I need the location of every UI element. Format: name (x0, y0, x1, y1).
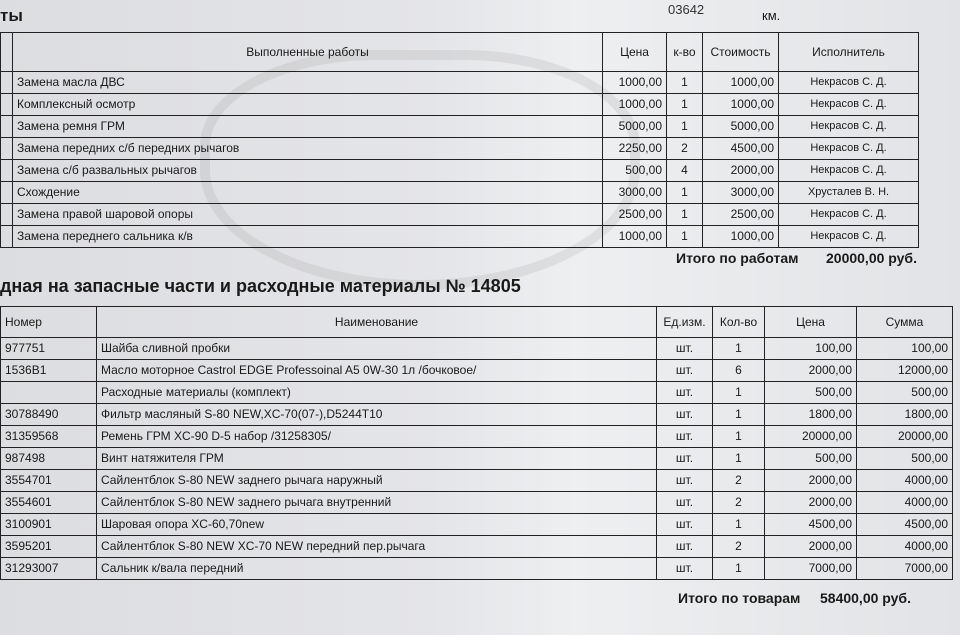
parts-row (1, 382, 953, 404)
parts-row (1, 448, 953, 470)
odometer-value: 03642 (668, 2, 705, 17)
part-qty: 1 (713, 426, 765, 448)
part-name: Сальник к/вала передний (97, 558, 657, 580)
work-cost: 3000,00 (703, 182, 779, 204)
work-price: 2500,00 (603, 204, 667, 226)
works-section-title: ты (0, 6, 23, 25)
part-price: 500,00 (765, 382, 857, 404)
works-total-label: Итого по работам (676, 250, 799, 266)
part-qty: 2 (713, 492, 765, 514)
works-index-col (1, 33, 13, 72)
part-name: Шайба сливной пробки (97, 338, 657, 360)
part-price: 1800,00 (765, 404, 857, 426)
works-col-price: Цена (603, 33, 667, 72)
works-row (1, 182, 919, 204)
part-name: Сайлентблок S-80 NEW заднего рычага наружный (97, 470, 657, 492)
part-unit: шт. (657, 470, 713, 492)
works-header-row (1, 33, 919, 72)
part-number: 31293007 (1, 558, 97, 580)
part-unit: шт. (657, 536, 713, 558)
part-unit: шт. (657, 448, 713, 470)
works-col-name: Выполненные работы (13, 33, 603, 72)
parts-row (1, 426, 953, 448)
part-number: 3554601 (1, 492, 97, 514)
part-sum: 12000,00 (857, 360, 953, 382)
part-name: Фильтр масляный S-80 NEW,XC-70(07-),D5244T10 (97, 404, 657, 426)
part-unit: шт. (657, 338, 713, 360)
work-price: 2250,00 (603, 138, 667, 160)
works-index-cell (1, 182, 13, 204)
part-price: 20000,00 (765, 426, 857, 448)
work-price: 1000,00 (603, 94, 667, 116)
parts-total-label: Итого по товарам (678, 590, 801, 606)
part-price: 100,00 (765, 338, 857, 360)
part-qty: 1 (713, 382, 765, 404)
work-cost: 2500,00 (703, 204, 779, 226)
part-unit: шт. (657, 360, 713, 382)
part-unit: шт. (657, 426, 713, 448)
part-sum: 4000,00 (857, 536, 953, 558)
part-name: Масло моторное Castrol EDGE Professoinal A5 0W-30 1л /бочковое/ (97, 360, 657, 382)
work-qty: 4 (667, 160, 703, 182)
work-qty: 1 (667, 72, 703, 94)
parts-col-number: Номер (1, 307, 97, 338)
part-number: 1536B1 (1, 360, 97, 382)
work-qty: 2 (667, 138, 703, 160)
part-name: Шаровая опора XC-60,70new (97, 514, 657, 536)
works-row (1, 116, 919, 138)
work-qty: 1 (667, 204, 703, 226)
odometer-unit: км. (762, 8, 781, 23)
parts-row (1, 360, 953, 382)
part-number (1, 382, 97, 404)
part-number: 3554701 (1, 470, 97, 492)
part-sum: 500,00 (857, 448, 953, 470)
parts-col-sum: Сумма (857, 307, 953, 338)
part-qty: 1 (713, 338, 765, 360)
part-number: 987498 (1, 448, 97, 470)
parts-title-text: дная на запасные части и расходные материалы № (0, 276, 466, 296)
work-worker: Некрасов С. Д. (779, 138, 919, 160)
part-name: Винт натяжителя ГРМ (97, 448, 657, 470)
part-sum: 4000,00 (857, 470, 953, 492)
parts-row (1, 338, 953, 360)
works-col-cost: Стоимость (703, 33, 779, 72)
work-worker: Хрусталев В. Н. (779, 182, 919, 204)
work-cost: 1000,00 (703, 94, 779, 116)
works-index-cell (1, 160, 13, 182)
parts-total-value: 58400,00 руб. (820, 590, 911, 606)
work-worker: Некрасов С. Д. (779, 116, 919, 138)
part-sum: 4500,00 (857, 514, 953, 536)
part-qty: 1 (713, 448, 765, 470)
work-name: Комплексный осмотр (13, 94, 603, 116)
part-qty: 1 (713, 514, 765, 536)
part-price: 2000,00 (765, 492, 857, 514)
parts-col-price: Цена (765, 307, 857, 338)
parts-row (1, 536, 953, 558)
part-unit: шт. (657, 514, 713, 536)
works-index-cell (1, 94, 13, 116)
works-col-worker: Исполнитель (779, 33, 919, 72)
work-cost: 1000,00 (703, 226, 779, 248)
part-qty: 6 (713, 360, 765, 382)
work-cost: 2000,00 (703, 160, 779, 182)
parts-row (1, 470, 953, 492)
works-row (1, 226, 919, 248)
work-qty: 1 (667, 182, 703, 204)
part-unit: шт. (657, 404, 713, 426)
part-unit: шт. (657, 558, 713, 580)
parts-table (0, 306, 953, 580)
part-qty: 2 (713, 536, 765, 558)
parts-invoice-number: 14805 (470, 276, 521, 296)
work-name: Замена правой шаровой опоры (13, 204, 603, 226)
part-sum: 4000,00 (857, 492, 953, 514)
parts-row (1, 404, 953, 426)
part-name: Ремень ГРМ XC-90 D-5 набор /31258305/ (97, 426, 657, 448)
part-price: 7000,00 (765, 558, 857, 580)
works-row (1, 72, 919, 94)
work-name: Замена с/б развальных рычагов (13, 160, 603, 182)
work-cost: 1000,00 (703, 72, 779, 94)
part-qty: 1 (713, 558, 765, 580)
parts-row (1, 558, 953, 580)
work-worker: Некрасов С. Д. (779, 160, 919, 182)
work-name: Замена ремня ГРМ (13, 116, 603, 138)
part-price: 500,00 (765, 448, 857, 470)
work-name: Схождение (13, 182, 603, 204)
part-number: 3595201 (1, 536, 97, 558)
parts-col-unit: Ед.изм. (657, 307, 713, 338)
part-name: Расходные материалы (комплект) (97, 382, 657, 404)
work-qty: 1 (667, 94, 703, 116)
work-worker: Некрасов С. Д. (779, 94, 919, 116)
work-worker: Некрасов С. Д. (779, 226, 919, 248)
work-name: Замена переднего сальника к/в (13, 226, 603, 248)
parts-title (0, 276, 521, 297)
work-worker: Некрасов С. Д. (779, 72, 919, 94)
part-unit: шт. (657, 382, 713, 404)
work-name: Замена масла ДВС (13, 72, 603, 94)
parts-row (1, 492, 953, 514)
part-qty: 1 (713, 404, 765, 426)
part-qty: 2 (713, 470, 765, 492)
part-sum: 1800,00 (857, 404, 953, 426)
part-price: 4500,00 (765, 514, 857, 536)
works-total-value: 20000,00 руб. (826, 250, 917, 266)
part-unit: шт. (657, 492, 713, 514)
work-price: 1000,00 (603, 72, 667, 94)
part-sum: 100,00 (857, 338, 953, 360)
work-cost: 4500,00 (703, 138, 779, 160)
works-index-cell (1, 72, 13, 94)
work-price: 3000,00 (603, 182, 667, 204)
work-cost: 5000,00 (703, 116, 779, 138)
work-price: 1000,00 (603, 226, 667, 248)
parts-col-qty: Кол-во (713, 307, 765, 338)
works-table (0, 32, 919, 248)
work-qty: 1 (667, 116, 703, 138)
part-price: 2000,00 (765, 536, 857, 558)
works-row (1, 138, 919, 160)
part-price: 2000,00 (765, 470, 857, 492)
works-row (1, 204, 919, 226)
parts-col-name: Наименование (97, 307, 657, 338)
works-row (1, 94, 919, 116)
part-number: 30788490 (1, 404, 97, 426)
work-name: Замена передних с/б передних рычагов (13, 138, 603, 160)
parts-header-row (1, 307, 953, 338)
part-number: 3100901 (1, 514, 97, 536)
works-index-cell (1, 226, 13, 248)
works-index-cell (1, 138, 13, 160)
part-number: 31359568 (1, 426, 97, 448)
works-index-cell (1, 204, 13, 226)
work-price: 5000,00 (603, 116, 667, 138)
part-sum: 500,00 (857, 382, 953, 404)
works-col-qty: к-во (667, 33, 703, 72)
work-price: 500,00 (603, 160, 667, 182)
part-price: 2000,00 (765, 360, 857, 382)
work-worker: Некрасов С. Д. (779, 204, 919, 226)
part-name: Сайлентблок S-80 NEW заднего рычага внутренний (97, 492, 657, 514)
part-sum: 7000,00 (857, 558, 953, 580)
works-index-cell (1, 116, 13, 138)
part-sum: 20000,00 (857, 426, 953, 448)
part-name: Сайлентблок S-80 NEW XC-70 NEW передний пер.рычага (97, 536, 657, 558)
work-qty: 1 (667, 226, 703, 248)
parts-row (1, 514, 953, 536)
works-row (1, 160, 919, 182)
part-number: 977751 (1, 338, 97, 360)
